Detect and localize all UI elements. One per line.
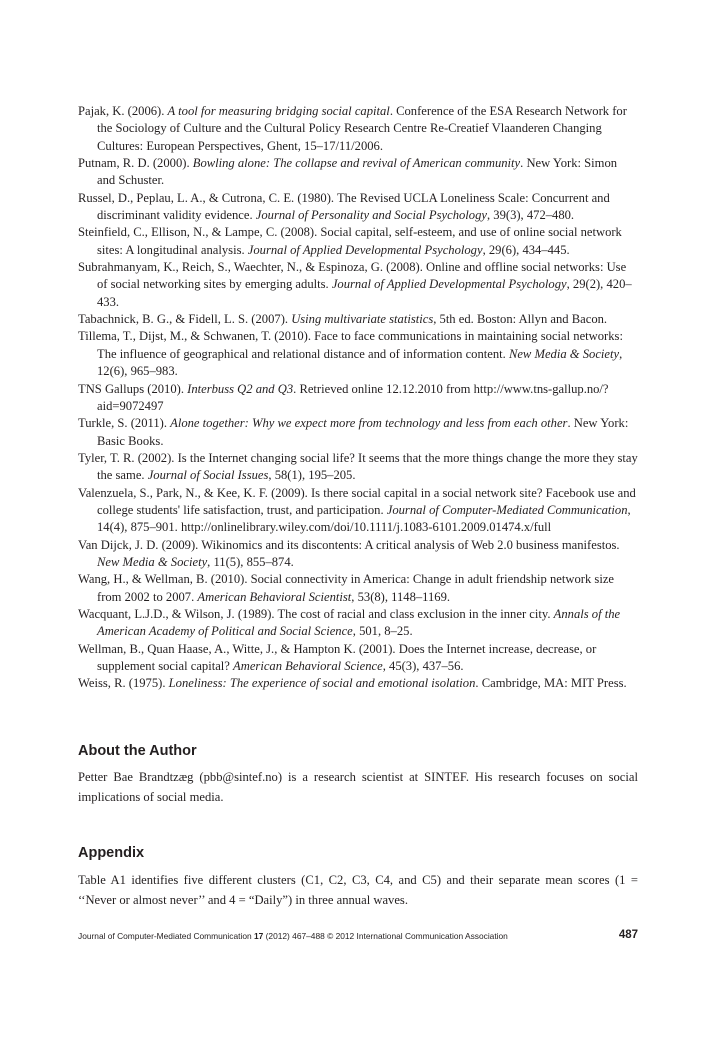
appendix-heading: Appendix	[78, 845, 145, 861]
reference-text: Turkle, S. (2011).	[78, 416, 171, 431]
reference-details: , 39(3), 472–480.	[486, 208, 575, 223]
reference-title: American Behavioral Scientist	[197, 589, 352, 604]
reference-title: Loneliness: The experience of social and emotional isolation	[168, 676, 476, 691]
reference-details: , 12(6), 965–983.	[97, 346, 623, 379]
reference-details: . New York: Basic Books.	[97, 416, 629, 448]
footer-journal: Journal of Computer-Mediated Communication	[78, 931, 254, 941]
reference-details: , 29(6), 434–445.	[482, 242, 570, 257]
reference-entry	[78, 641, 638, 676]
reference-details: , 5th ed. Boston: Allyn and Bacon.	[433, 312, 608, 327]
reference-entry	[78, 415, 638, 450]
reference-details: , 29(2), 420–433.	[97, 277, 632, 309]
reference-text: Van Dijck, J. D. (2009). Wikinomics and its discontents: A critical analysis of Web 2.0 business manifestos.	[78, 537, 620, 552]
reference-entry	[78, 103, 638, 155]
reference-text: Tyler, T. R. (2002). Is the Internet changing social life? It seems that the more things change the more they stay the same.	[78, 450, 638, 483]
reference-text: Pajak, K. (2006).	[78, 104, 168, 118]
reference-entry	[78, 450, 638, 485]
reference-title: Interbuss Q2 and Q3	[187, 381, 294, 396]
page-number: 487	[618, 929, 638, 941]
reference-title: Alone together: Why we expect more from technology and less from each other	[170, 416, 568, 431]
reference-entry	[78, 155, 638, 190]
reference-title: Journal of Applied Developmental Psychology	[331, 277, 567, 292]
reference-entry	[78, 485, 638, 537]
reference-details: , 11(5), 855–874.	[207, 554, 294, 569]
reference-text: Wellman, B., Quan Haase, A., Witte, J., & Hampton K. (2001). Does the Internet increase, decrease, or supplement social capital?	[78, 641, 597, 673]
reference-text: TNS Gallups (2010).	[78, 381, 188, 396]
reference-entry	[78, 328, 638, 380]
reference-title: Journal of Social Issues	[147, 468, 269, 483]
reference-text: Wang, H., & Wellman, B. (2010). Social connectivity in America: Change in adult friendship network size from 2002 to 2007.	[78, 572, 615, 604]
reference-entry	[78, 571, 638, 606]
appendix-text: Table A1 identifies five different clusters (C1, C2, C3, C4, and C5) and their separate mean scores (1 = ‘‘Never or almost never’’ and 4 = “Daily”) in three annual waves.	[78, 873, 638, 907]
reference-details: . Cambridge, MA: MIT Press.	[475, 676, 627, 691]
reference-entry	[78, 606, 638, 641]
reference-details: , 501, 8–25.	[352, 624, 413, 639]
reference-title: Bowling alone: The collapse and revival of American community	[192, 156, 521, 171]
footer-citation: (2012) 467–488 © 2012 International Communication Association	[263, 931, 508, 941]
reference-title: Annals of the American Academy of Political and Social Science	[97, 606, 621, 639]
reference-title: American Behavioral Science	[233, 659, 383, 673]
about-author-heading: About the Author	[78, 743, 197, 759]
reference-title: New Media & Society	[97, 554, 208, 569]
reference-entry	[78, 259, 638, 311]
reference-details: . Conference of the ESA Research Network for the Sociology of Culture and the Cultural Policy Research Centre Re-Creatief Vlaanderen Changing Cultures: European Perspectives, Ghent, 15–17/11/2006.	[97, 104, 627, 153]
reference-text: Putnam, R. D. (2000).	[78, 156, 193, 171]
reference-text: Steinfield, C., Ellison, N., & Lampe, C. (2008). Social capital, self-esteem, and use of online social network sites: A longitudinal analysis.	[78, 225, 622, 257]
reference-title: Journal of Computer-Mediated Communication	[386, 502, 628, 517]
reference-title: New Media & Society	[508, 346, 620, 361]
reference-text: Tillema, T., Dijst, M., & Schwanen, T. (2010). Face to face communications in maintaining social networks: The influence of geographical and relational distance and of information content.	[78, 329, 623, 361]
reference-title: A tool for measuring bridging social capital	[167, 104, 390, 118]
reference-details: , 45(3), 437–56.	[382, 659, 464, 673]
page-footer	[78, 931, 638, 941]
reference-entry	[78, 537, 638, 572]
reference-title: Journal of Personality and Social Psychology	[255, 208, 487, 223]
reference-entry	[78, 224, 638, 259]
reference-title: Using multivariate statistics	[291, 312, 434, 327]
reference-text: Subrahmanyam, K., Reich, S., Waechter, N., & Espinoza, G. (2008). Online and offline social networks: Use of social networking sites by emerging adults.	[78, 260, 627, 292]
reference-entry	[78, 190, 638, 225]
reference-details: , 14(4), 875–901. http://onlinelibrary.wiley.com/doi/10.1111/j.1083-6101.2009.01474.x/full	[97, 502, 631, 535]
reference-entry	[78, 381, 638, 416]
reference-details: , 53(8), 1148–1169.	[351, 589, 451, 604]
reference-text: Valenzuela, S., Park, N., & Kee, K. F. (2009). Is there social capital in a social network site? Facebook use and college students' life satisfaction, trust, and participation.	[78, 485, 636, 517]
reference-entry	[78, 675, 638, 692]
footer-volume: 17	[253, 931, 264, 941]
reference-text: Russel, D., Peplau, L. A., & Cutrona, C. E. (1980). The Revised UCLA Loneliness Scale: Concurrent and discriminant validity evidence.	[78, 190, 610, 223]
reference-text: Wacquant, L.J.D., & Wilson, J. (1989). The cost of racial and class exclusion in the inner city.	[78, 606, 554, 621]
reference-details: . Retrieved online 12.12.2010 from http://www.tns-gallup.no/?aid=9072497	[97, 381, 609, 413]
reference-entry	[78, 311, 638, 328]
about-author-text: Petter Bae Brandtzæg (pbb@sintef.no) is a research scientist at SINTEF. His research focuses on social implications of social media.	[78, 770, 638, 804]
reference-text: Tabachnick, B. G., & Fidell, L. S. (2007).	[78, 312, 292, 327]
reference-list	[78, 103, 638, 693]
reference-details: . New York: Simon and Schuster.	[97, 156, 618, 188]
reference-title: Journal of Applied Developmental Psychology	[247, 242, 483, 257]
reference-text: Weiss, R. (1975).	[78, 676, 169, 691]
reference-details: , 58(1), 195–205.	[268, 468, 356, 483]
